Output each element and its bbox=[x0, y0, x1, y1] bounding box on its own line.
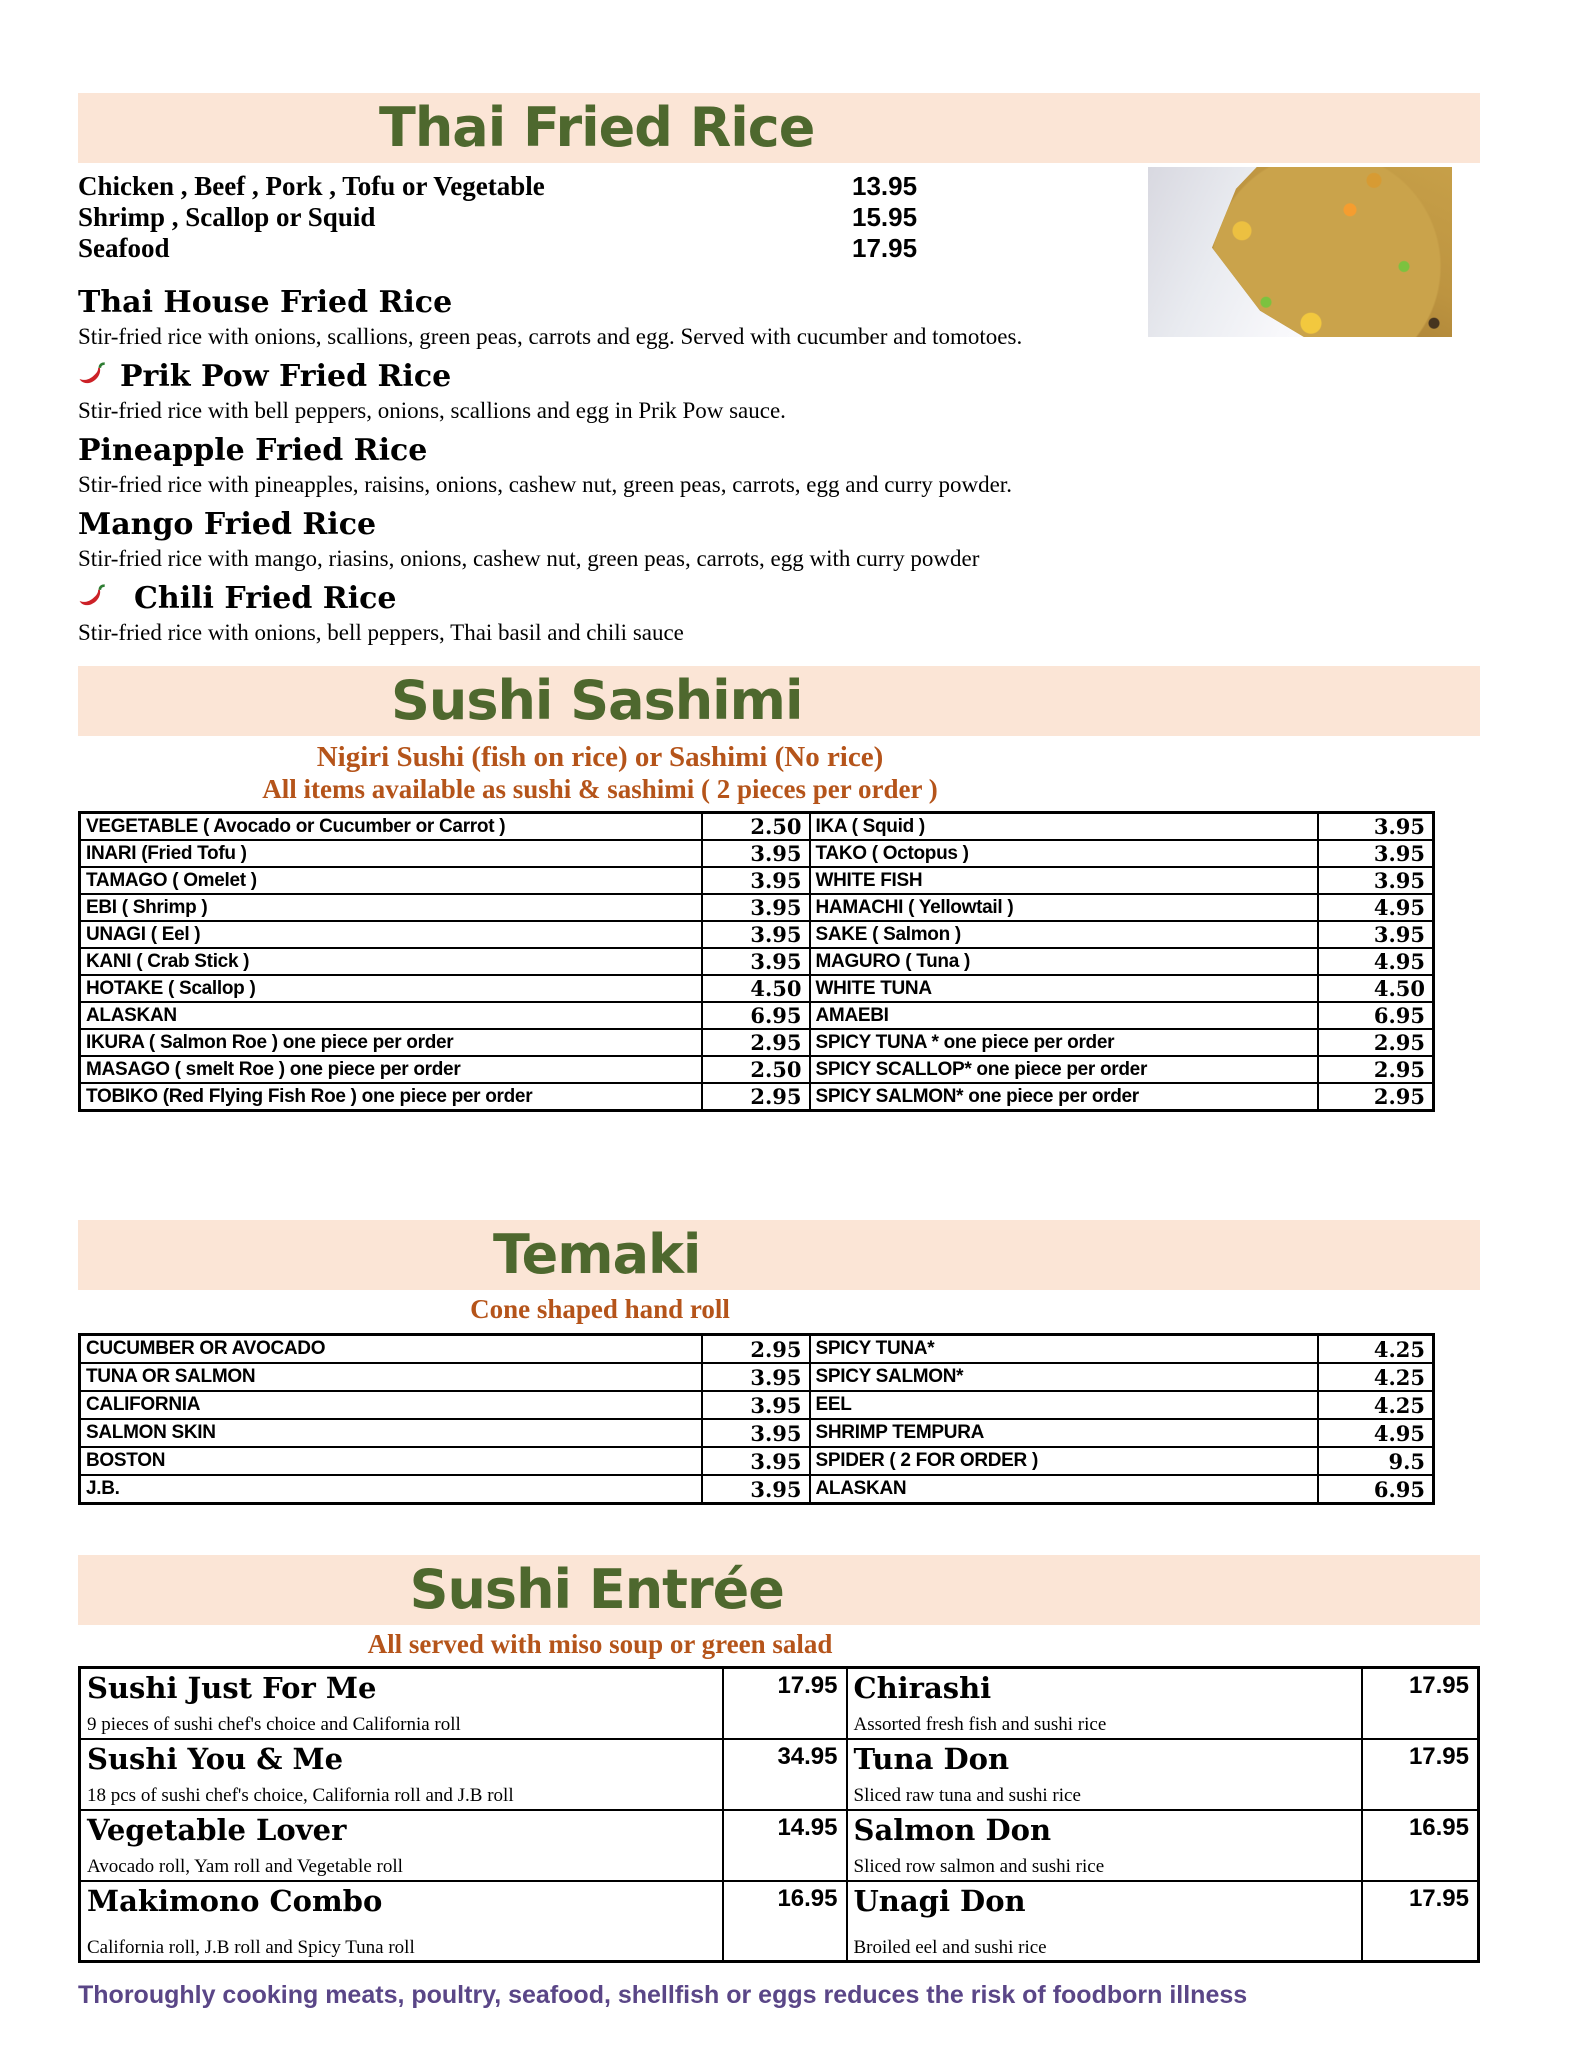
entree-item bbox=[80, 1739, 723, 1810]
table-row bbox=[80, 1335, 1434, 1364]
sushi-entree-band bbox=[78, 1555, 1480, 1625]
item-name: VEGETABLE ( Avocado or Cucumber or Carrot ) bbox=[80, 813, 702, 841]
item-name: HOTAKE ( Scallop ) bbox=[80, 975, 702, 1002]
item-price: 17.95 bbox=[1362, 1668, 1479, 1740]
table-row bbox=[80, 1002, 1434, 1029]
chili-pepper-icon bbox=[78, 583, 106, 609]
item-price: 3.95 bbox=[702, 1447, 810, 1475]
item-price: 4.50 bbox=[702, 975, 810, 1002]
item-price: 17.95 bbox=[1362, 1739, 1479, 1810]
item-price: 2.50 bbox=[702, 813, 810, 841]
item-name: IKA ( Squid ) bbox=[810, 813, 1318, 841]
entree-item bbox=[847, 1810, 1362, 1881]
item-price: 4.25 bbox=[1318, 1335, 1434, 1364]
price-line-price: 15.95 bbox=[852, 202, 918, 232]
table-row bbox=[80, 1391, 1434, 1419]
item-name: SPICY SALMON* bbox=[810, 1363, 1318, 1391]
item-name: CUCUMBER OR AVOCADO bbox=[80, 1335, 702, 1364]
item-name: Unagi Don bbox=[853, 1884, 1026, 1918]
item-price: 6.95 bbox=[1318, 1002, 1434, 1029]
item-name: HAMACHI ( Yellowtail ) bbox=[810, 894, 1318, 921]
table-row bbox=[80, 1475, 1434, 1504]
item-name: EBI ( Shrimp ) bbox=[80, 894, 702, 921]
table-row bbox=[80, 894, 1434, 921]
item-name: SPICY SALMON* one piece per order bbox=[810, 1083, 1318, 1111]
item-price: 14.95 bbox=[723, 1810, 847, 1881]
item-price: 3.95 bbox=[702, 894, 810, 921]
table-row bbox=[80, 1363, 1434, 1391]
temaki-subtitle: Cone shaped hand roll bbox=[470, 1294, 730, 1324]
table-row bbox=[80, 975, 1434, 1002]
item-name: TAKO ( Octopus ) bbox=[810, 840, 1318, 867]
item-price: 2.95 bbox=[702, 1335, 810, 1364]
item-name: Mango Fried Rice bbox=[78, 507, 377, 542]
item-price: 17.95 bbox=[723, 1668, 847, 1740]
table-row bbox=[80, 1739, 1479, 1810]
item-description: Stir-fried rice with onions, bell peppers, Thai basil and chili sauce bbox=[78, 620, 684, 645]
item-name: Thai House Fried Rice bbox=[78, 285, 453, 320]
item-name: INARI (Fried Tofu ) bbox=[80, 840, 702, 867]
item-price: 4.95 bbox=[1318, 1419, 1434, 1447]
item-name: Chili Fried Rice bbox=[134, 581, 397, 616]
item-name: Sushi Just For Me bbox=[87, 1671, 377, 1705]
item-description: Sliced row salmon and sushi rice bbox=[853, 1856, 1105, 1877]
item-name: MASAGO ( smelt Roe ) one piece per order bbox=[80, 1056, 702, 1083]
item-name: SPICY TUNA* bbox=[810, 1335, 1318, 1364]
sushi-entree-table bbox=[78, 1666, 1480, 1963]
item-name: AMAEBI bbox=[810, 1002, 1318, 1029]
item-description: Stir-fried rice with pineapples, raisins, onions, cashew nut, green peas, carrots, egg and curry powder. bbox=[78, 472, 1012, 497]
item-price: 4.25 bbox=[1318, 1363, 1434, 1391]
entree-item bbox=[847, 1739, 1362, 1810]
sushi-sashimi-subtitle-1: Nigiri Sushi (fish on rice) or Sashimi (No rice) bbox=[316, 741, 884, 773]
table-row bbox=[80, 1668, 1479, 1740]
item-name: ALASKAN bbox=[80, 1002, 702, 1029]
footer-note: Thoroughly cooking meats, poultry, seafood, shellfish or eggs reduces the risk of foodborn illness bbox=[78, 1981, 1248, 2009]
section-title-temaki: Temaki bbox=[493, 1223, 701, 1286]
fried-rice-photo-rice bbox=[1176, 167, 1452, 337]
item-name: CALIFORNIA bbox=[80, 1391, 702, 1419]
item-description: California roll, J.B roll and Spicy Tuna roll bbox=[87, 1937, 415, 1958]
table-row bbox=[80, 921, 1434, 948]
item-description: Sliced raw tuna and sushi rice bbox=[853, 1785, 1081, 1806]
item-description: Broiled eel and sushi rice bbox=[853, 1937, 1047, 1958]
item-price: 2.95 bbox=[1318, 1029, 1434, 1056]
item-name: SAKE ( Salmon ) bbox=[810, 921, 1318, 948]
table-row bbox=[80, 840, 1434, 867]
item-price: 3.95 bbox=[702, 867, 810, 894]
item-price: 4.50 bbox=[1318, 975, 1434, 1002]
section-title-sushi-sashimi: Sushi Sashimi bbox=[391, 669, 803, 732]
item-price: 2.50 bbox=[702, 1056, 810, 1083]
table-row bbox=[80, 948, 1434, 975]
item-price: 6.95 bbox=[702, 1002, 810, 1029]
item-name: J.B. bbox=[80, 1475, 702, 1504]
item-price: 2.95 bbox=[1318, 1083, 1434, 1111]
thai-fried-rice-items bbox=[78, 284, 1582, 648]
section-title-sushi-entree: Sushi Entrée bbox=[409, 1558, 784, 1621]
entree-item bbox=[847, 1881, 1362, 1962]
sushi-sashimi-band bbox=[78, 666, 1480, 736]
item-price: 3.95 bbox=[702, 1419, 810, 1447]
item-price: 3.95 bbox=[702, 1363, 810, 1391]
temaki-band bbox=[78, 1220, 1480, 1290]
item-price: 6.95 bbox=[1318, 1475, 1434, 1504]
item-name: Sushi You & Me bbox=[87, 1742, 344, 1776]
item-name: Pineapple Fried Rice bbox=[78, 433, 428, 468]
item-price: 3.95 bbox=[1318, 813, 1434, 841]
menu-item bbox=[78, 506, 1582, 574]
item-name: SPICY TUNA * one piece per order bbox=[810, 1029, 1318, 1056]
item-name: WHITE TUNA bbox=[810, 975, 1318, 1002]
item-name: WHITE FISH bbox=[810, 867, 1318, 894]
item-name: KANI ( Crab Stick ) bbox=[80, 948, 702, 975]
item-name: MAGURO ( Tuna ) bbox=[810, 948, 1318, 975]
item-name: UNAGI ( Eel ) bbox=[80, 921, 702, 948]
menu-item bbox=[78, 358, 1582, 426]
entree-item bbox=[80, 1668, 723, 1740]
item-name: SALMON SKIN bbox=[80, 1419, 702, 1447]
item-name: SPIDER ( 2 FOR ORDER ) bbox=[810, 1447, 1318, 1475]
item-price: 2.95 bbox=[1318, 1056, 1434, 1083]
item-price: 4.95 bbox=[1318, 948, 1434, 975]
item-name: TOBIKO (Red Flying Fish Roe ) one piece per order bbox=[80, 1083, 702, 1111]
item-price: 16.95 bbox=[723, 1881, 847, 1962]
item-description: 9 pieces of sushi chef's choice and California roll bbox=[87, 1714, 461, 1735]
table-row bbox=[80, 1083, 1434, 1111]
item-name: TAMAGO ( Omelet ) bbox=[80, 867, 702, 894]
entree-item bbox=[80, 1810, 723, 1881]
price-line-price: 13.95 bbox=[852, 171, 918, 201]
item-price: 2.95 bbox=[702, 1029, 810, 1056]
price-line-price: 17.95 bbox=[852, 233, 918, 263]
item-price: 16.95 bbox=[1362, 1810, 1479, 1881]
temaki-table bbox=[78, 1333, 1435, 1505]
item-description: Assorted fresh fish and sushi rice bbox=[853, 1714, 1107, 1735]
chili-pepper-icon bbox=[78, 361, 106, 387]
item-price: 17.95 bbox=[1362, 1881, 1479, 1962]
item-description: Avocado roll, Yam roll and Vegetable roll bbox=[87, 1856, 403, 1877]
item-name: SHRIMP TEMPURA bbox=[810, 1419, 1318, 1447]
price-line-label: Shrimp , Scallop or Squid bbox=[78, 202, 376, 232]
item-price: 34.95 bbox=[723, 1739, 847, 1810]
menu-item bbox=[78, 580, 1582, 648]
menu-item bbox=[78, 432, 1582, 500]
item-price: 3.95 bbox=[702, 1391, 810, 1419]
item-price: 4.25 bbox=[1318, 1391, 1434, 1419]
section-title-thai-fried-rice: Thai Fried Rice bbox=[379, 96, 815, 159]
item-price: 9.5 bbox=[1318, 1447, 1434, 1475]
item-description: Stir-fried rice with mango, riasins, onions, cashew nut, green peas, carrots, egg with curry powder bbox=[78, 546, 980, 571]
table-row bbox=[80, 813, 1434, 841]
table-row bbox=[80, 1029, 1434, 1056]
item-description: Stir-fried rice with onions, scallions, green peas, carrots and egg. Served with cucumber and tomotoes. bbox=[78, 324, 1023, 349]
item-name: TUNA OR SALMON bbox=[80, 1363, 702, 1391]
item-name: BOSTON bbox=[80, 1447, 702, 1475]
sushi-entree-subtitle: All served with miso soup or green salad bbox=[367, 1629, 833, 1659]
item-name: Salmon Don bbox=[853, 1813, 1052, 1847]
item-name: Tuna Don bbox=[853, 1742, 1010, 1776]
entree-item bbox=[847, 1668, 1362, 1740]
table-row bbox=[80, 1056, 1434, 1083]
item-price: 2.95 bbox=[702, 1083, 810, 1111]
price-line-label: Chicken , Beef , Pork , Tofu or Vegetable bbox=[78, 171, 545, 201]
entree-item bbox=[80, 1881, 723, 1962]
item-price: 3.95 bbox=[1318, 840, 1434, 867]
table-row bbox=[80, 1881, 1479, 1962]
item-price: 3.95 bbox=[1318, 867, 1434, 894]
item-name: Makimono Combo bbox=[87, 1884, 383, 1918]
item-name: ALASKAN bbox=[810, 1475, 1318, 1504]
item-price: 3.95 bbox=[702, 921, 810, 948]
item-price: 4.95 bbox=[1318, 894, 1434, 921]
item-price: 3.95 bbox=[1318, 921, 1434, 948]
thai-fried-rice-band bbox=[78, 93, 1480, 163]
fried-rice-photo bbox=[1148, 167, 1452, 337]
table-row bbox=[80, 1447, 1434, 1475]
item-name: EEL bbox=[810, 1391, 1318, 1419]
item-name: Vegetable Lover bbox=[87, 1813, 347, 1847]
table-row bbox=[80, 1810, 1479, 1881]
item-description: Stir-fried rice with bell peppers, onions, scallions and egg in Prik Pow sauce. bbox=[78, 398, 786, 423]
item-price: 3.95 bbox=[702, 1475, 810, 1504]
item-name: IKURA ( Salmon Roe ) one piece per order bbox=[80, 1029, 702, 1056]
item-name: SPICY SCALLOP* one piece per order bbox=[810, 1056, 1318, 1083]
sushi-sashimi-subtitle-2: All items available as sushi & sashimi ( 2 pieces per order ) bbox=[262, 774, 938, 804]
table-row bbox=[80, 1419, 1434, 1447]
item-price: 3.95 bbox=[702, 840, 810, 867]
table-row bbox=[80, 867, 1434, 894]
item-description: 18 pcs of sushi chef's choice, California roll and J.B roll bbox=[87, 1785, 514, 1806]
item-price: 3.95 bbox=[702, 948, 810, 975]
item-name: Prik Pow Fried Rice bbox=[120, 359, 452, 394]
price-line-label: Seafood bbox=[78, 233, 170, 263]
sushi-sashimi-table bbox=[78, 811, 1435, 1112]
item-name: Chirashi bbox=[853, 1671, 992, 1705]
